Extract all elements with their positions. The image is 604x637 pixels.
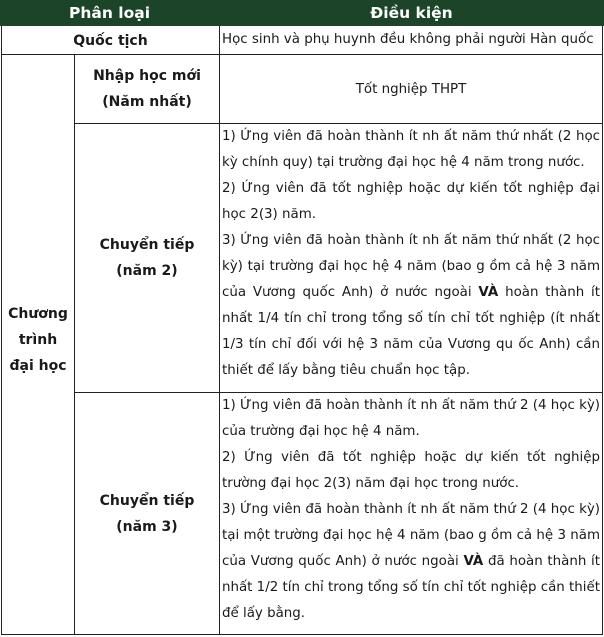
transfer-year2-label-line-2: (năm 2)	[116, 263, 178, 279]
freshman-label-line-2: (Năm nhất)	[102, 94, 192, 110]
group-label-line-1: Chương	[8, 306, 68, 322]
transfer-year2-condition-3-and: VÀ	[478, 285, 499, 300]
undergraduate-program-label	[2, 300, 74, 380]
transfer-year3-condition-2: 2) Ứng viên đã tốt nghiệp hoặc dự kiến tốt nghiệp trường đại học 2(3) năm đại học trong nước.	[222, 450, 600, 491]
header-condition: Điều kiện	[370, 4, 453, 22]
transfer-year3-condition-1: 1) Ứng viên đã hoàn thành ít nh ất năm thứ 2 (4 học kỳ) của trường đại học hệ 4 năm.	[222, 398, 600, 439]
transfer-year3-label-line-2: (năm 3)	[116, 518, 178, 535]
nationality-condition: Học sinh và phụ huynh đều không phải người Hàn quốc	[222, 32, 594, 47]
transfer-year3-label-line-1: Chuyển tiếp	[99, 492, 195, 509]
group-label-line-2: trình	[18, 332, 58, 348]
transfer-year3-condition-3-end: đã hoàn thành ít nhất 1/2 tín chỉ trong tổng số tín chỉ tốt nghiệp cần thiết để lấy bằng.	[222, 554, 600, 621]
table-header	[0, 0, 604, 26]
border-bottom	[1, 634, 603, 635]
transfer-year3-condition-3-start: 3) Ứng viên đã hoàn thành ít nh ất năm thứ 2 (4 học kỳ) tại một trường đại học hệ 4 năm (bao g ồm cả hệ 3 năm của Vương quốc Anh) ở nước ngoài	[222, 502, 600, 569]
transfer-year2-condition-3-end: hoàn thành ít nhất 1/4 tín chỉ trong tổng số tín chỉ tốt nghiệp (ít nhất 1/3 tín chỉ đối với hệ 3 năm của Vương qu ốc Anh) cần thiết để lấy bằng tiêu chuẩn học tập.	[222, 285, 600, 378]
border-right	[602, 26, 603, 635]
transfer-year2-condition-3	[222, 228, 600, 384]
transfer-year3-conditions	[222, 393, 600, 634]
transfer-year2-condition-2: 2) Ứng viên đã tốt nghiệp hoặc dự kiến tốt nghiệp đại học 2(3) năm.	[222, 181, 600, 222]
nationality-label: Quốc tịch	[73, 32, 148, 49]
header-category: Phân loại	[68, 4, 151, 22]
transfer-year2-label-line-1: Chuyển tiếp	[99, 237, 195, 253]
freshman-condition: Tốt nghiệp THPT	[355, 81, 467, 97]
group-label-line-3: đại học	[9, 358, 67, 374]
transfer-year3-condition-3-and: VÀ	[463, 554, 484, 569]
transfer-year3-label	[75, 393, 219, 634]
transfer-year2-conditions	[222, 124, 600, 392]
transfer-year2-label	[75, 124, 219, 392]
transfer-year2-condition-3-start: 3) Ứng viên đã hoàn thành ít nh ất năm thứ nhất (2 học kỳ) tại trường đại học hệ 4 năm (bao g ồm cả hệ 3 năm của Vương quốc Anh) ở nước ngoài	[222, 233, 600, 300]
transfer-year2-condition-1: 1) Ứng viên đã hoàn thành ít nh ất năm thứ nhất (2 học kỳ chính quy) tại trường đại học hệ 4 năm trong nước.	[222, 129, 600, 170]
freshman-label	[75, 55, 219, 123]
freshman-label-line-1: Nhập học mới	[93, 68, 201, 84]
transfer-year3-condition-3	[222, 497, 600, 627]
